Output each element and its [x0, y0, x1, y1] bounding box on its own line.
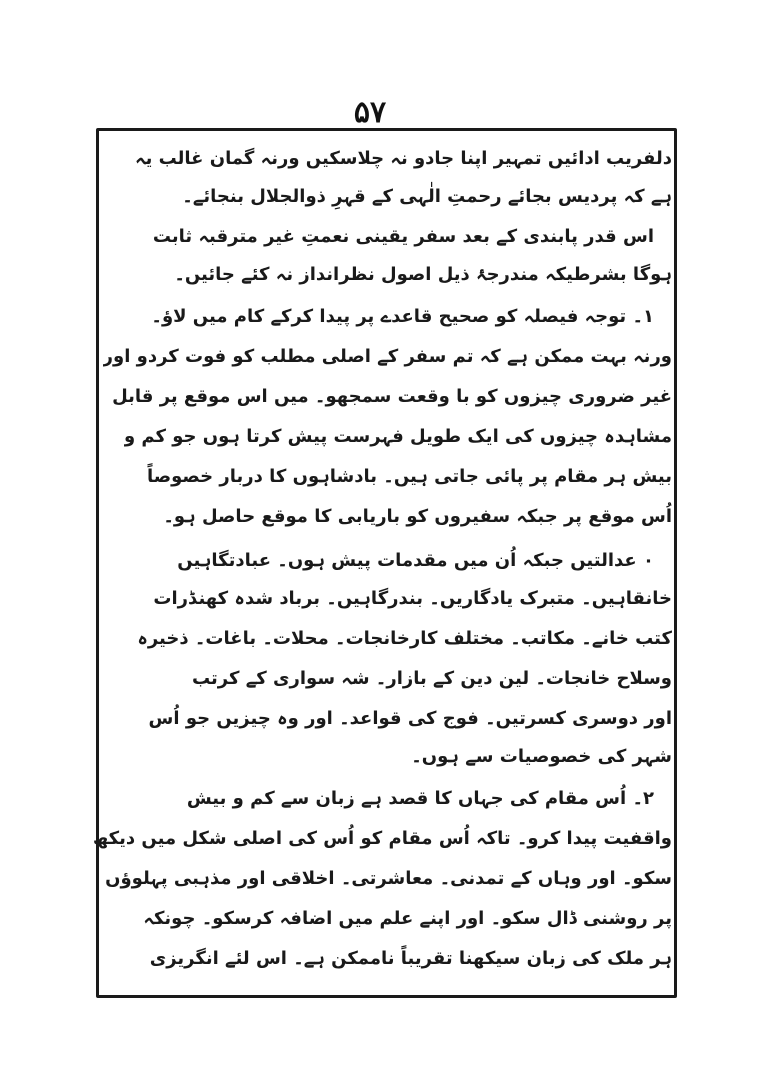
- text-line: وسلاح خانجات۔ لین دین کے بازار۔ شہ سواری کے کرتب: [191, 668, 672, 689]
- text-line: شہر کی خصوصیات سے ہوں۔: [411, 746, 672, 767]
- text-line: پر روشنی ڈال سکو۔ اور اپنے علم میں اضافہ کرسکو۔ چونکہ: [143, 908, 672, 929]
- text-line: اُس موقع پر جبکہ سفیروں کو باریابی کا موقع حاصل ہو۔: [163, 506, 672, 527]
- text-line: بیش ہر مقام پر پائی جاتی ہیں۔ بادشاہوں کا دربار خصوصاً: [146, 466, 672, 487]
- body-text: [92, 140, 672, 990]
- text-line: کتب خانے۔ مکاتب۔ مختلف کارخانجات۔ محلات۔ باغات۔ ذخیرہ: [137, 628, 672, 649]
- text-line: خانقاہیں۔ متبرک یادگاریں۔ بندرگاہیں۔ برباد شدہ کھنڈرات: [153, 588, 672, 609]
- text-line: ورنہ بہت ممکن ہے کہ تم سفر کے اصلی مطلب کو فوت کردو اور: [102, 346, 672, 367]
- text-line: غیر ضروری چیزوں کو با وقعت سمجھو۔ میں اس موقع پر قابل: [112, 386, 672, 407]
- text-line: ۰ عدالتیں جبکہ اُن میں مقدمات پیش ہوں۔ عبادتگاہیں: [177, 550, 654, 571]
- text-line: اس قدر پابندی کے بعد سفر یقینی نعمتِ غیر مترقبہ ثابت: [152, 226, 654, 247]
- text-line: سکو۔ اور وہاں کے تمدنی۔ معاشرتی۔ اخلاقی اور مذہبی پہلوؤں: [105, 868, 672, 889]
- text-line: ۱۔ توجہ فیصلہ کو صحیح قاعدے پر پیدا کرکے کام میں لاؤ۔: [151, 306, 654, 327]
- page-number: ۵۷: [353, 95, 387, 130]
- text-line: اور دوسری کسرتیں۔ فوج کی قواعد۔ اور وہ چیزیں جو اُس: [148, 708, 672, 729]
- text-line: ہر ملک کی زبان سیکھنا تقریباً ناممکن ہے۔ اس لئے انگریزی: [149, 948, 672, 969]
- text-line: ہے کہ پردیس بجائے رحمتِ الٰہی کے قہرِ ذوالجلال بنجائے۔: [182, 186, 672, 207]
- text-line: دلفریب ادائیں تمہیر اپنا جادو نہ چلاسکیں ورنہ گمان غالب یہ: [135, 148, 672, 169]
- text-line: ۲۔ اُس مقام کی جہاں کا قصد ہے زبان سے کم و بیش: [186, 788, 654, 809]
- text-line: ہوگا بشرطیکہ مندرجۂ ذیل اصول نظرانداز نہ کئے جائیں۔: [174, 264, 672, 285]
- text-line: واقفیت پیدا کرو۔ تاکہ اُس مقام کو اُس کی اصلی شکل میں دیکھ: [92, 828, 672, 849]
- text-line: مشاہدہ چیزوں کی ایک طویل فہرست پیش کرتا ہوں جو کم و: [123, 426, 672, 447]
